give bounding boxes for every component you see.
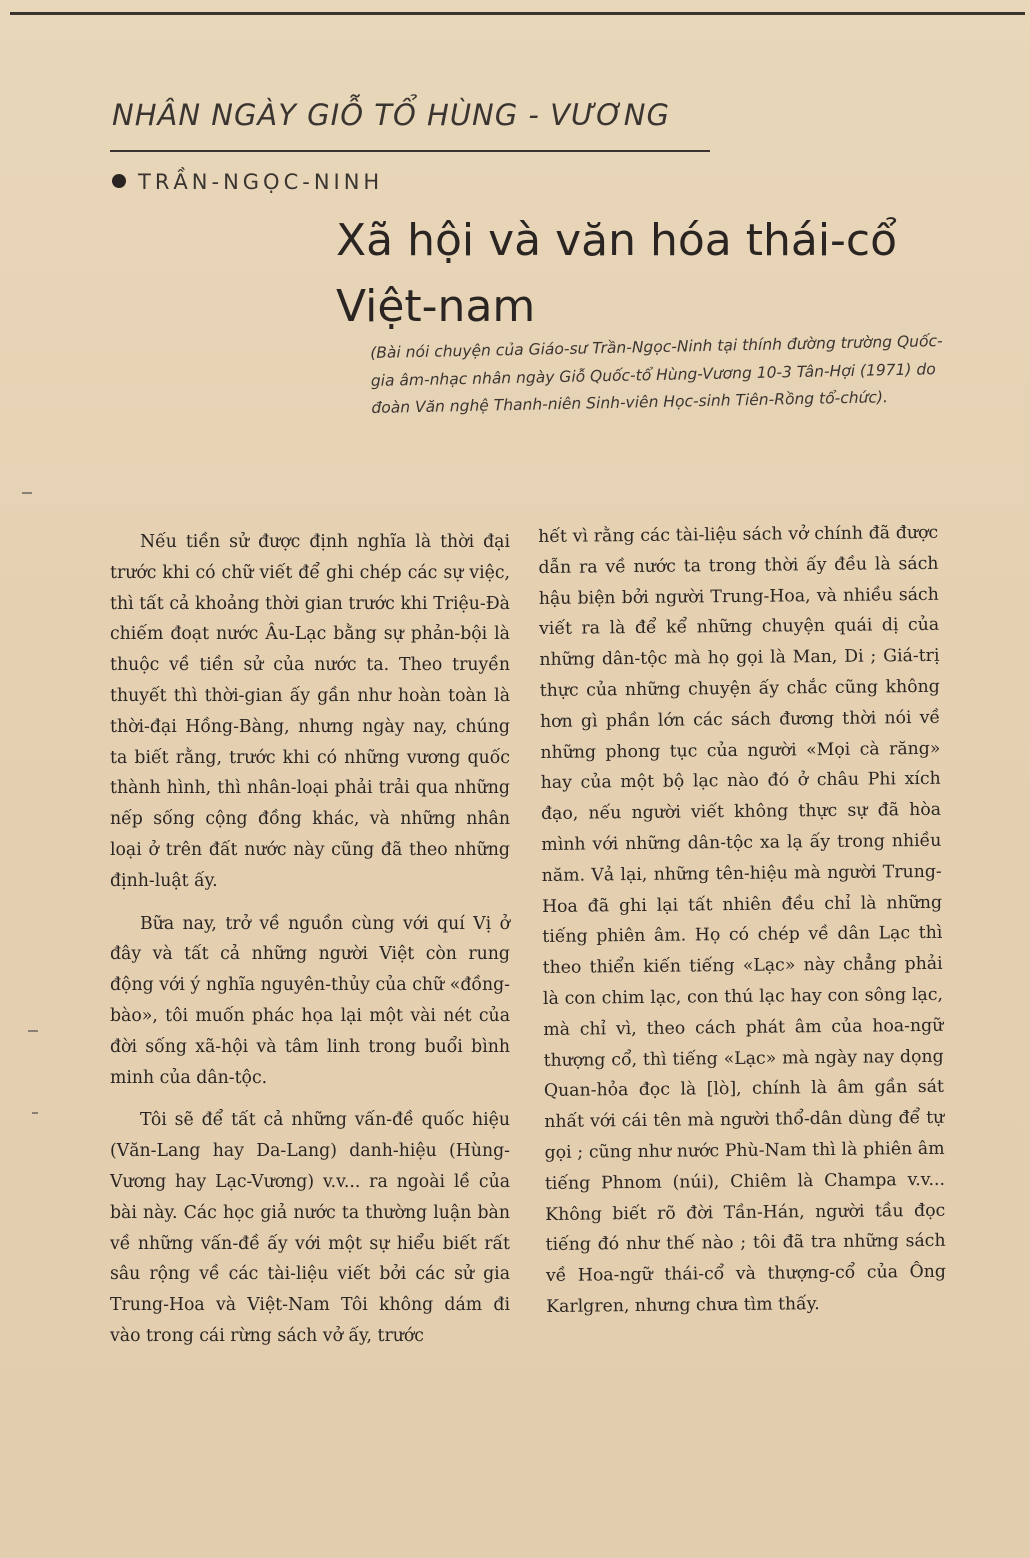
margin-mark: [32, 1112, 38, 1114]
article-title: [336, 208, 976, 340]
article-subtitle: (Bài nói chuyện của Giáo-sư Trần-Ngọc-Ninh tại thính đường trường Quốc-gia âm-nhạc nhân ngày Giỗ Quốc-tổ Hùng-Vương 10-3 Tân-Hợi (1971) do đoàn Văn nghệ Thanh-niên Sinh-viên Học-sinh Tiên-Rồng tổ-chức).: [370, 332, 943, 417]
section-header: NHÂN NGÀY GIỖ TỔ HÙNG - VƯƠNG: [112, 98, 670, 132]
paragraph: Tôi sẽ để tất cả những vấn-đề quốc hiệu (Văn-Lang hay Da-Lang) danh-hiệu (Hùng-Vương hay Lạc-Vương) v.v... ra ngoài lề của bài này. Các học giả nước ta thường luận bàn về những vấn-đề ấy với một sự hiểu biết rất sâu rộng về các tài-liệu viết bởi các sử gia Trung-Hoa và Việt-Nam Tôi không dám đi vào trong cái rừng sách vở ấy, trước: [110, 1110, 510, 1346]
bullet-icon: [112, 174, 126, 188]
paragraph: Nếu tiền sử được định nghĩa là thời đại trước khi có chữ viết để ghi chép các sự việc, thì tất cả khoảng thời gian trước khi Triệu-Đà chiếm đoạt nước Âu-Lạc bằng sự phản-bội là thuộc về tiền sử của nước ta. Theo truyền thuyết thì thời-gian ấy gần như hoàn toàn là thời-đại Hồng-Bàng, nhưng ngày nay, chúng ta biết rằng, trước khi có những vương quốc thành hình, thì nhân-loại phải trải qua những nếp sống cộng đồng khác, và những nhân loại ở trên đất nước này cũng đã theo những định-luật ấy.: [110, 532, 510, 891]
author-line: [112, 170, 383, 194]
margin-mark: [22, 492, 32, 494]
right-column: [538, 518, 946, 1323]
paragraph: Bữa nay, trở về nguồn cùng với quí Vị ở đây và tất cả những người Việt còn rung động với ý nghĩa nguyên-thủy của chữ «đồng-bào», tôi muốn phác họa lại một vài nét của đời sống xã-hội và tâm linh trong buổi bình minh của dân-tộc.: [110, 913, 510, 1088]
author-name: TRẦN-NGỌC-NINH: [138, 170, 384, 194]
left-column: [110, 527, 510, 1352]
margin-mark: [28, 1030, 38, 1032]
paragraph: hết vì rằng các tài-liệu sách vở chính đã được dẫn ra về nước ta trong thời ấy đều là sách hậu biện bởi người Trung-Hoa, và nhiều sách viết ra là để kể những chuyện quái dị của những dân-tộc mà họ gọi là Man, Di ; Giá-trị thực của những chuyện ấy chắc cũng không hơn gì phần lớn các sách đương thời nói về những phong tục của người «Mọi cà răng» hay của một bộ lạc nào đó ở châu Phi xích đạo, nếu người viết không thực sự đã hòa mình với những dân-tộc xa lạ ấy trong nhiều năm. Vả lại, những tên-hiệu mà người Trung-Hoa đã ghi lại tất nhiên đều chỉ là những tiếng phiên âm. Họ có chép về dân Lạc thì theo thiển kiến tiếng «Lạc» này chẳng phải là con chim lạc, con thú lạc hay con sông lạc, mà chỉ vì, theo cách phát âm của hoa-ngữ thượng cổ, thì tiếng «Lạc» mà ngày nay dọng Quan-hỏa đọc là [lò], chính là âm gần sát nhất với cái tên mà người thổ-dân dùng để tự gọi ; cũng như nước Phù-Nam thì là phiên âm tiếng Phnom (núi), Chiêm là Champa v.v... Không biết rõ đời Tần-Hán, người tầu đọc tiếng đó như thế nào ; tôi đã tra những sách về Hoa-ngữ thái-cổ và thượng-cổ của Ông Karlgren, nhưng chưa tìm thấy.: [538, 522, 946, 1317]
article-title-line-1: Xã hội và văn hóa thái-cổ: [336, 215, 898, 266]
article-title-line-2: Việt-nam: [336, 281, 536, 332]
header-underline: [110, 150, 710, 152]
top-rule: [10, 12, 1025, 15]
